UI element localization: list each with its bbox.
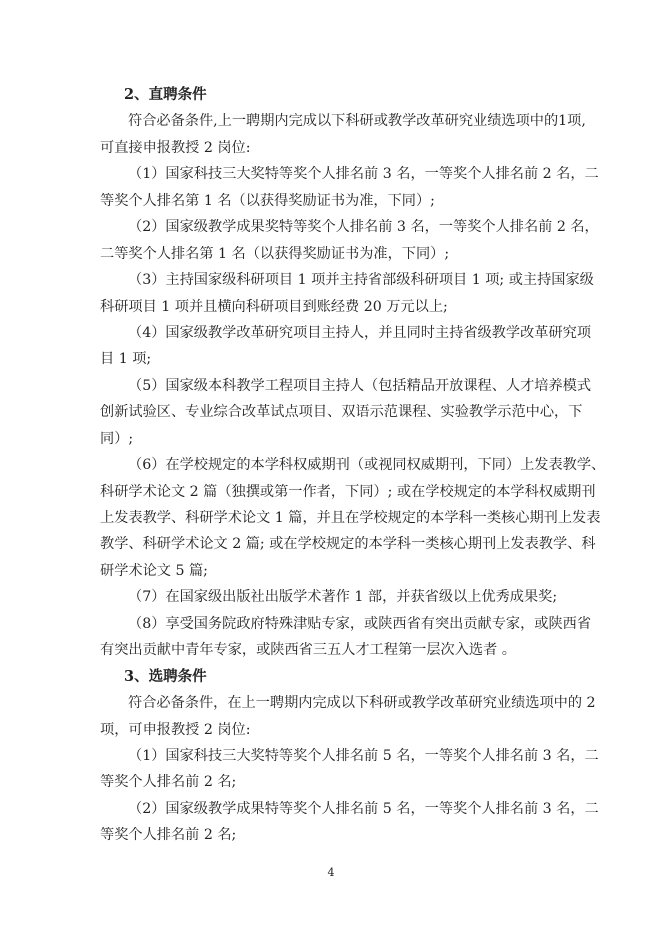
text-line: （8）享受国务院政府特殊津贴专家，或陕西省有突出贡献专家，或陕西省 <box>128 615 592 632</box>
section-heading: 2、直聘条件 <box>124 86 207 103</box>
text-line: （4）国家级教学改革研究项目主持人，并且同时主持省级教学改革研究项 <box>128 324 592 341</box>
paragraph <box>100 214 599 267</box>
paragraph <box>100 108 586 161</box>
text-line: （2）国家级教学成果特等奖个人排名前 5 名，一等奖个人排名前 3 名，二 <box>128 800 599 817</box>
text-line: （3）主持国家级科研项目 1 项并主持省部级科研项目 1 项; 或主持国家级 <box>128 272 594 289</box>
text-line: 符合必备条件,上一聘期内完成以下科研或教学改革研究业绩选项中的1项, <box>128 113 586 130</box>
paragraph <box>100 743 599 796</box>
text-line: 同）; <box>100 430 134 447</box>
text-line: 创新试验区、专业综合改革试点项目、双语示范课程、实验教学示范中心，下 <box>100 404 583 421</box>
text-line: 目 1 项; <box>100 351 152 368</box>
paragraph <box>100 611 592 664</box>
document-body <box>100 82 606 849</box>
text-line: 二等奖个人排名第 1 名（以获得奖励证书为准，下同）; <box>100 245 450 262</box>
paragraph <box>100 796 599 849</box>
text-line: 教学、科研学术论文 2 篇; 或在学校规定的本学科一类核心期刊上发表教学、科 <box>100 536 596 553</box>
text-line: 上发表教学、科研学术论文 1 篇，并且在学校规定的本学科一类核心期刊上发表 <box>100 510 601 526</box>
text-line: 可直接申报教授 2 岗位: <box>100 139 251 156</box>
text-line: 等奖个人排名前 2 名; <box>100 827 237 844</box>
text-line: 科研项目 1 项并且横向科研项目到账经费 20 万元以上; <box>100 298 448 315</box>
text-line: 等奖个人排名前 2 名; <box>100 774 237 791</box>
text-line: （2）国家级教学成果奖特等奖个人排名前 3 名，一等奖个人排名前 2 名， <box>128 219 599 236</box>
text-line: （1）国家科技三大奖特等奖个人排名前 3 名，一等奖个人排名前 2 名，二 <box>128 166 599 183</box>
text-line: （5）国家级本科教学工程项目主持人（包括精品开放课程、人才培养模式 <box>128 377 592 394</box>
text-line: 科研学术论文 2 篇（独撰或第一作者，下同）; 或在学校规定的本学科权威期刊 <box>100 483 596 500</box>
paragraph <box>100 161 599 214</box>
page-number: 4 <box>327 866 335 879</box>
text-line: 符合必备条件，在上一聘期内完成以下科研或教学改革研究业绩选项中的 2 <box>128 695 596 712</box>
text-line: 项，可申报教授 2 岗位: <box>100 721 251 738</box>
text-line: 等奖个人排名第 1 名（以获得奖励证书为准，下同）; <box>100 192 435 209</box>
text-line: 研学术论文 5 篇; <box>100 562 208 579</box>
paragraph <box>100 320 592 373</box>
section-heading: 3、选聘条件 <box>124 667 207 685</box>
paragraph <box>100 452 606 584</box>
paragraph <box>100 690 596 743</box>
paragraph <box>100 373 592 452</box>
paragraph <box>100 584 562 610</box>
text-line: （7）在国家级出版社出版学术著作 1 部，并获省级以上优秀成果奖; <box>128 589 558 606</box>
paragraph <box>100 267 594 320</box>
text-line: （1）国家科技三大奖特等奖个人排名前 5 名，一等奖个人排名前 3 名，二 <box>128 747 599 764</box>
text-line: （6）在学校规定的本学科权威期刊（或视同权威期刊，下同）上发表教学、 <box>128 457 606 474</box>
text-line: 有突出贡献中青年专家，或陕西省三五人才工程第一层次入选者 。 <box>100 642 516 659</box>
